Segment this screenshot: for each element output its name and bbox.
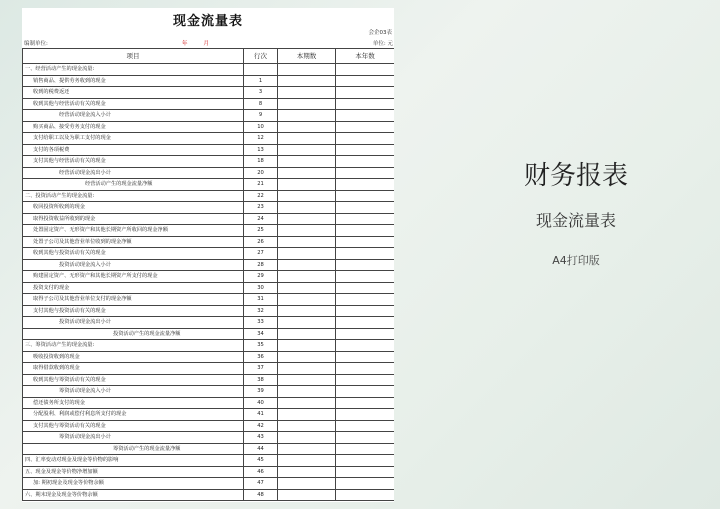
row-line-no-cell: 42 — [244, 420, 278, 432]
row-current-year-cell[interactable] — [336, 466, 395, 478]
table-row — [23, 374, 395, 386]
row-line-no-cell: 3 — [244, 87, 278, 99]
row-current-period-cell[interactable] — [278, 248, 336, 260]
cash-flow-statement-sheet — [22, 8, 394, 502]
table-row — [23, 328, 395, 340]
row-item-cell: 处置子公司及其他营业单位收到的现金净额 — [23, 236, 244, 248]
currency-unit-label: 单位: 元 — [372, 41, 393, 47]
row-current-period-cell[interactable] — [278, 259, 336, 271]
row-line-no-cell: 41 — [244, 409, 278, 421]
table-row — [23, 363, 395, 375]
row-line-no-cell: 47 — [244, 478, 278, 490]
table-row — [23, 259, 395, 271]
table-row — [23, 409, 395, 421]
row-current-period-cell[interactable] — [278, 466, 336, 478]
row-line-no-cell: 45 — [244, 455, 278, 467]
row-line-no-cell: 28 — [244, 259, 278, 271]
row-item-cell: 筹资活动产生的现金流量净额 — [23, 443, 244, 455]
row-current-period-cell[interactable] — [278, 282, 336, 294]
row-line-no-cell: 23 — [244, 202, 278, 214]
table-row — [23, 271, 395, 283]
header-current-year: 本年数 — [336, 49, 395, 64]
row-item-cell: 经营活动现金流出小计 — [23, 167, 244, 179]
row-line-no-cell: 38 — [244, 374, 278, 386]
row-item-cell: 五、现金及现金等价物净增加额 — [23, 466, 244, 478]
row-line-no-cell: 1 — [244, 75, 278, 87]
table-row — [23, 121, 395, 133]
preparing-unit-label: 编制单位: — [24, 41, 48, 47]
table-row — [23, 225, 395, 237]
row-item-cell: 偿还债务所支付的现金 — [23, 397, 244, 409]
row-line-no-cell: 48 — [244, 489, 278, 501]
row-item-cell: 处置固定资产、无形资产和其他长期资产所收回的现金净额 — [23, 225, 244, 237]
header-item: 项目 — [23, 49, 244, 64]
row-current-period-cell[interactable] — [278, 271, 336, 283]
row-current-year-cell[interactable] — [336, 455, 395, 467]
row-line-no-cell: 27 — [244, 248, 278, 260]
row-current-year-cell[interactable] — [336, 443, 395, 455]
table-row — [23, 455, 395, 467]
row-current-period-cell[interactable] — [278, 64, 336, 76]
row-current-year-cell[interactable] — [336, 328, 395, 340]
row-current-period-cell[interactable] — [278, 409, 336, 421]
row-line-no-cell: 26 — [244, 236, 278, 248]
table-row — [23, 478, 395, 490]
row-item-cell: 取得投资收益所收到的现金 — [23, 213, 244, 225]
table-row — [23, 282, 395, 294]
row-line-no-cell: 22 — [244, 190, 278, 202]
row-line-no-cell: 24 — [244, 213, 278, 225]
row-current-year-cell[interactable] — [336, 98, 395, 110]
row-current-period-cell[interactable] — [278, 478, 336, 490]
row-current-year-cell[interactable] — [336, 489, 395, 501]
row-item-cell: 取得子公司及其他营业单位支付的现金净额 — [23, 294, 244, 306]
row-line-no-cell: 36 — [244, 351, 278, 363]
row-current-period-cell[interactable] — [278, 397, 336, 409]
row-line-no-cell: 43 — [244, 432, 278, 444]
row-current-period-cell[interactable] — [278, 489, 336, 501]
row-item-cell: 投资支付的现金 — [23, 282, 244, 294]
row-current-period-cell[interactable] — [278, 87, 336, 99]
row-current-year-cell[interactable] — [336, 386, 395, 398]
row-current-period-cell[interactable] — [278, 202, 336, 214]
row-line-no-cell: 29 — [244, 271, 278, 283]
row-current-year-cell[interactable] — [336, 248, 395, 260]
row-line-no-cell: 46 — [244, 466, 278, 478]
year-label: 年 — [182, 41, 188, 47]
table-row — [23, 202, 395, 214]
row-current-year-cell[interactable] — [336, 374, 395, 386]
row-current-year-cell[interactable] — [336, 225, 395, 237]
row-current-period-cell[interactable] — [278, 98, 336, 110]
row-line-no-cell: 12 — [244, 133, 278, 145]
row-item-cell: 经营活动现金流入小计 — [23, 110, 244, 122]
row-line-no-cell: 10 — [244, 121, 278, 133]
period-label — [182, 39, 209, 47]
table-row — [23, 248, 395, 260]
table-row — [23, 489, 395, 501]
side-subtitle: 现金流量表 — [535, 211, 616, 230]
row-item-cell: 二、投资活动产生的现金流量: — [23, 190, 244, 202]
row-current-period-cell[interactable] — [278, 455, 336, 467]
row-current-year-cell[interactable] — [336, 202, 395, 214]
row-current-period-cell[interactable] — [278, 167, 336, 179]
row-line-no-cell: 34 — [244, 328, 278, 340]
row-current-year-cell[interactable] — [336, 190, 395, 202]
row-current-year-cell[interactable] — [336, 213, 395, 225]
row-current-year-cell[interactable] — [336, 121, 395, 133]
row-current-period-cell[interactable] — [278, 328, 336, 340]
row-line-no-cell: 40 — [244, 397, 278, 409]
row-current-period-cell[interactable] — [278, 443, 336, 455]
row-line-no-cell: 13 — [244, 144, 278, 156]
table-row — [23, 294, 395, 306]
table-row — [23, 317, 395, 329]
row-current-period-cell[interactable] — [278, 190, 336, 202]
table-row — [23, 87, 395, 99]
row-current-year-cell[interactable] — [336, 156, 395, 168]
row-current-period-cell[interactable] — [278, 363, 336, 375]
row-item-cell: 购买商品、接受劳务支付的现金 — [23, 121, 244, 133]
table-row — [23, 236, 395, 248]
row-current-period-cell[interactable] — [278, 144, 336, 156]
row-current-period-cell[interactable] — [278, 305, 336, 317]
row-current-period-cell[interactable] — [278, 179, 336, 191]
row-item-cell: 取得借款收到的现金 — [23, 363, 244, 375]
row-item-cell: 筹资活动现金流入小计 — [23, 386, 244, 398]
side-title: 财务报表 — [523, 161, 628, 191]
row-current-period-cell[interactable] — [278, 386, 336, 398]
row-item-cell: 收到其他与筹资活动有关的现金 — [23, 374, 244, 386]
row-item-cell: 六、期末现金及现金等价物余额 — [23, 489, 244, 501]
row-current-year-cell[interactable] — [336, 351, 395, 363]
row-current-period-cell[interactable] — [278, 374, 336, 386]
row-current-year-cell[interactable] — [336, 340, 395, 352]
row-item-cell: 支付的各项税费 — [23, 144, 244, 156]
month-label: 月 — [203, 41, 210, 47]
row-current-period-cell[interactable] — [278, 225, 336, 237]
row-current-period-cell[interactable] — [278, 317, 336, 329]
row-current-year-cell[interactable] — [336, 420, 395, 432]
row-current-year-cell[interactable] — [336, 167, 395, 179]
row-current-year-cell[interactable] — [336, 259, 395, 271]
table-header-row — [23, 49, 395, 64]
row-current-period-cell[interactable] — [278, 133, 336, 145]
row-item-cell: 吸收投资收到的现金 — [23, 351, 244, 363]
row-current-year-cell[interactable] — [336, 75, 395, 87]
table-row — [23, 397, 395, 409]
row-line-no-cell: 8 — [244, 98, 278, 110]
row-current-period-cell[interactable] — [278, 110, 336, 122]
row-current-year-cell[interactable] — [336, 294, 395, 306]
row-line-no-cell: 32 — [244, 305, 278, 317]
row-item-cell: 经营活动产生的现金流量净额 — [23, 179, 244, 191]
table-row — [23, 144, 395, 156]
table-row — [23, 98, 395, 110]
row-current-year-cell[interactable] — [336, 432, 395, 444]
row-current-year-cell[interactable] — [336, 282, 395, 294]
row-item-cell: 购建固定资产、无形资产和其他长期资产所支付的现金 — [23, 271, 244, 283]
row-current-year-cell[interactable] — [336, 478, 395, 490]
row-item-cell: 投资活动现金流出小计 — [23, 317, 244, 329]
row-line-no-cell: 33 — [244, 317, 278, 329]
row-current-year-cell[interactable] — [336, 236, 395, 248]
table-row — [23, 133, 395, 145]
row-item-cell: 支付给职工以及为职工支付的现金 — [23, 133, 244, 145]
row-line-no-cell: 9 — [244, 110, 278, 122]
table-row — [23, 179, 395, 191]
row-current-period-cell[interactable] — [278, 156, 336, 168]
row-item-cell: 投资活动现金流入小计 — [23, 259, 244, 271]
row-current-year-cell[interactable] — [336, 363, 395, 375]
row-item-cell: 支付其他与投资活动有关的现金 — [23, 305, 244, 317]
table-row — [23, 156, 395, 168]
row-current-year-cell[interactable] — [336, 305, 395, 317]
table-row — [23, 75, 395, 87]
row-current-period-cell[interactable] — [278, 75, 336, 87]
row-line-no-cell: 31 — [244, 294, 278, 306]
row-current-year-cell[interactable] — [336, 179, 395, 191]
row-item-cell: 一、经营活动产生的现金流量: — [23, 64, 244, 76]
table-row — [23, 305, 395, 317]
row-line-no-cell: 18 — [244, 156, 278, 168]
table-row — [23, 351, 395, 363]
row-current-period-cell[interactable] — [278, 340, 336, 352]
row-current-year-cell[interactable] — [336, 409, 395, 421]
row-current-year-cell[interactable] — [336, 317, 395, 329]
row-item-cell: 三、筹资活动产生的现金流量: — [23, 340, 244, 352]
row-current-period-cell[interactable] — [278, 432, 336, 444]
row-item-cell: 加: 期初现金及现金等价物余额 — [23, 478, 244, 490]
row-current-period-cell[interactable] — [278, 420, 336, 432]
row-item-cell: 收到其他与经营活动有关的现金 — [23, 98, 244, 110]
side-note: A4打印版 — [552, 254, 600, 267]
row-item-cell: 投资活动产生的现金流量净额 — [23, 328, 244, 340]
row-current-period-cell[interactable] — [278, 213, 336, 225]
row-line-no-cell: 30 — [244, 282, 278, 294]
table-row — [23, 386, 395, 398]
row-item-cell: 收到其他与投资活动有关的现金 — [23, 248, 244, 260]
table-row — [23, 64, 395, 76]
row-current-year-cell[interactable] — [336, 397, 395, 409]
row-current-year-cell[interactable] — [336, 87, 395, 99]
table-row — [23, 340, 395, 352]
row-item-cell: 收到的税费返还 — [23, 87, 244, 99]
row-line-no-cell: 35 — [244, 340, 278, 352]
row-item-cell: 销售商品、提供劳务收到的现金 — [23, 75, 244, 87]
row-item-cell: 支付其他与经营活动有关的现金 — [23, 156, 244, 168]
row-current-period-cell[interactable] — [278, 294, 336, 306]
row-current-year-cell[interactable] — [336, 144, 395, 156]
cash-flow-table — [22, 48, 394, 501]
row-current-year-cell[interactable] — [336, 110, 395, 122]
header-line-no: 行次 — [244, 49, 278, 64]
row-line-no-cell: 44 — [244, 443, 278, 455]
row-current-year-cell[interactable] — [336, 64, 395, 76]
table-row — [23, 167, 395, 179]
row-line-no-cell: 39 — [244, 386, 278, 398]
row-line-no-cell: 21 — [244, 179, 278, 191]
row-line-no-cell: 37 — [244, 363, 278, 375]
table-row — [23, 110, 395, 122]
row-item-cell: 分配股利、利润或偿付利息所支付的现金 — [23, 409, 244, 421]
sheet-title: 现金流量表 — [172, 14, 243, 29]
row-current-period-cell[interactable] — [278, 351, 336, 363]
row-item-cell: 收回投资所收到的现金 — [23, 202, 244, 214]
table-row — [23, 443, 395, 455]
row-line-no-cell: 20 — [244, 167, 278, 179]
row-current-period-cell[interactable] — [278, 236, 336, 248]
row-item-cell: 四、汇率变动对现金及现金等价物的影响 — [23, 455, 244, 467]
header-current-period: 本期数 — [278, 49, 336, 64]
table-row — [23, 190, 395, 202]
table-row — [23, 420, 395, 432]
row-current-year-cell[interactable] — [336, 133, 395, 145]
row-line-no-cell: 25 — [244, 225, 278, 237]
row-item-cell: 支付其他与筹资活动有关的现金 — [23, 420, 244, 432]
row-current-year-cell[interactable] — [336, 271, 395, 283]
form-code: 会企03表 — [368, 30, 392, 36]
row-current-period-cell[interactable] — [278, 121, 336, 133]
row-line-no-cell — [244, 64, 278, 76]
table-row — [23, 466, 395, 478]
table-row — [23, 213, 395, 225]
table-row — [23, 432, 395, 444]
row-item-cell: 筹资活动现金流出小计 — [23, 432, 244, 444]
